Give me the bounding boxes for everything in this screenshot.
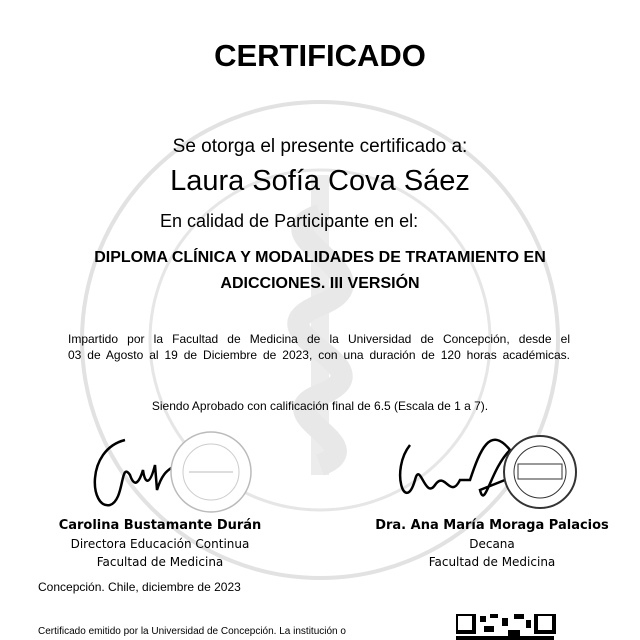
recipient-name: Laura Sofía Cova Sáez xyxy=(170,165,470,197)
program-title xyxy=(40,245,600,297)
qr-code[interactable] xyxy=(456,614,556,640)
details-line: 03 de Agosto al 19 de Diciembre de 2023, con una duración de 120 horas académicas. xyxy=(68,348,570,362)
signatory-position: Decana xyxy=(469,537,515,551)
signatory-1 xyxy=(30,517,290,571)
details-line: Impartido por la Facultad de Medicina de la Universidad de Concepción, desde el xyxy=(68,332,570,346)
signatory-2 xyxy=(362,517,622,571)
signatory-position: Directora Educación Continua xyxy=(70,537,250,551)
role-text: En calidad de Participante en el: xyxy=(160,211,419,231)
signature-2 xyxy=(390,430,590,515)
signatory-name: Dra. Ana María Moraga Palacios xyxy=(375,518,609,533)
grade-text: Siendo Aprobado con calificación final de 6.5 (Escala de 1 a 7). xyxy=(151,399,489,413)
signatory-unit: Facultad de Medicina xyxy=(96,555,224,569)
course-details xyxy=(68,331,570,363)
program-title-line: ADICCIONES. III VERSIÓN xyxy=(220,275,420,292)
signatory-unit: Facultad de Medicina xyxy=(428,555,556,569)
signatory-name: Carolina Bustamante Durán xyxy=(58,518,262,533)
footer-text: Certificado emitido por la Universidad de Concepción. La institución o xyxy=(38,626,346,637)
grant-text: Se otorga el presente certificado a: xyxy=(172,136,468,157)
program-title-line: DIPLOMA CLÍNICA Y MODALIDADES DE TRATAMIENTO EN xyxy=(94,249,546,266)
place-date: Concepción. Chile, diciembre de 2023 xyxy=(38,580,241,594)
signature-1 xyxy=(85,430,255,515)
certificate-title: CERTIFICADO xyxy=(214,38,426,73)
